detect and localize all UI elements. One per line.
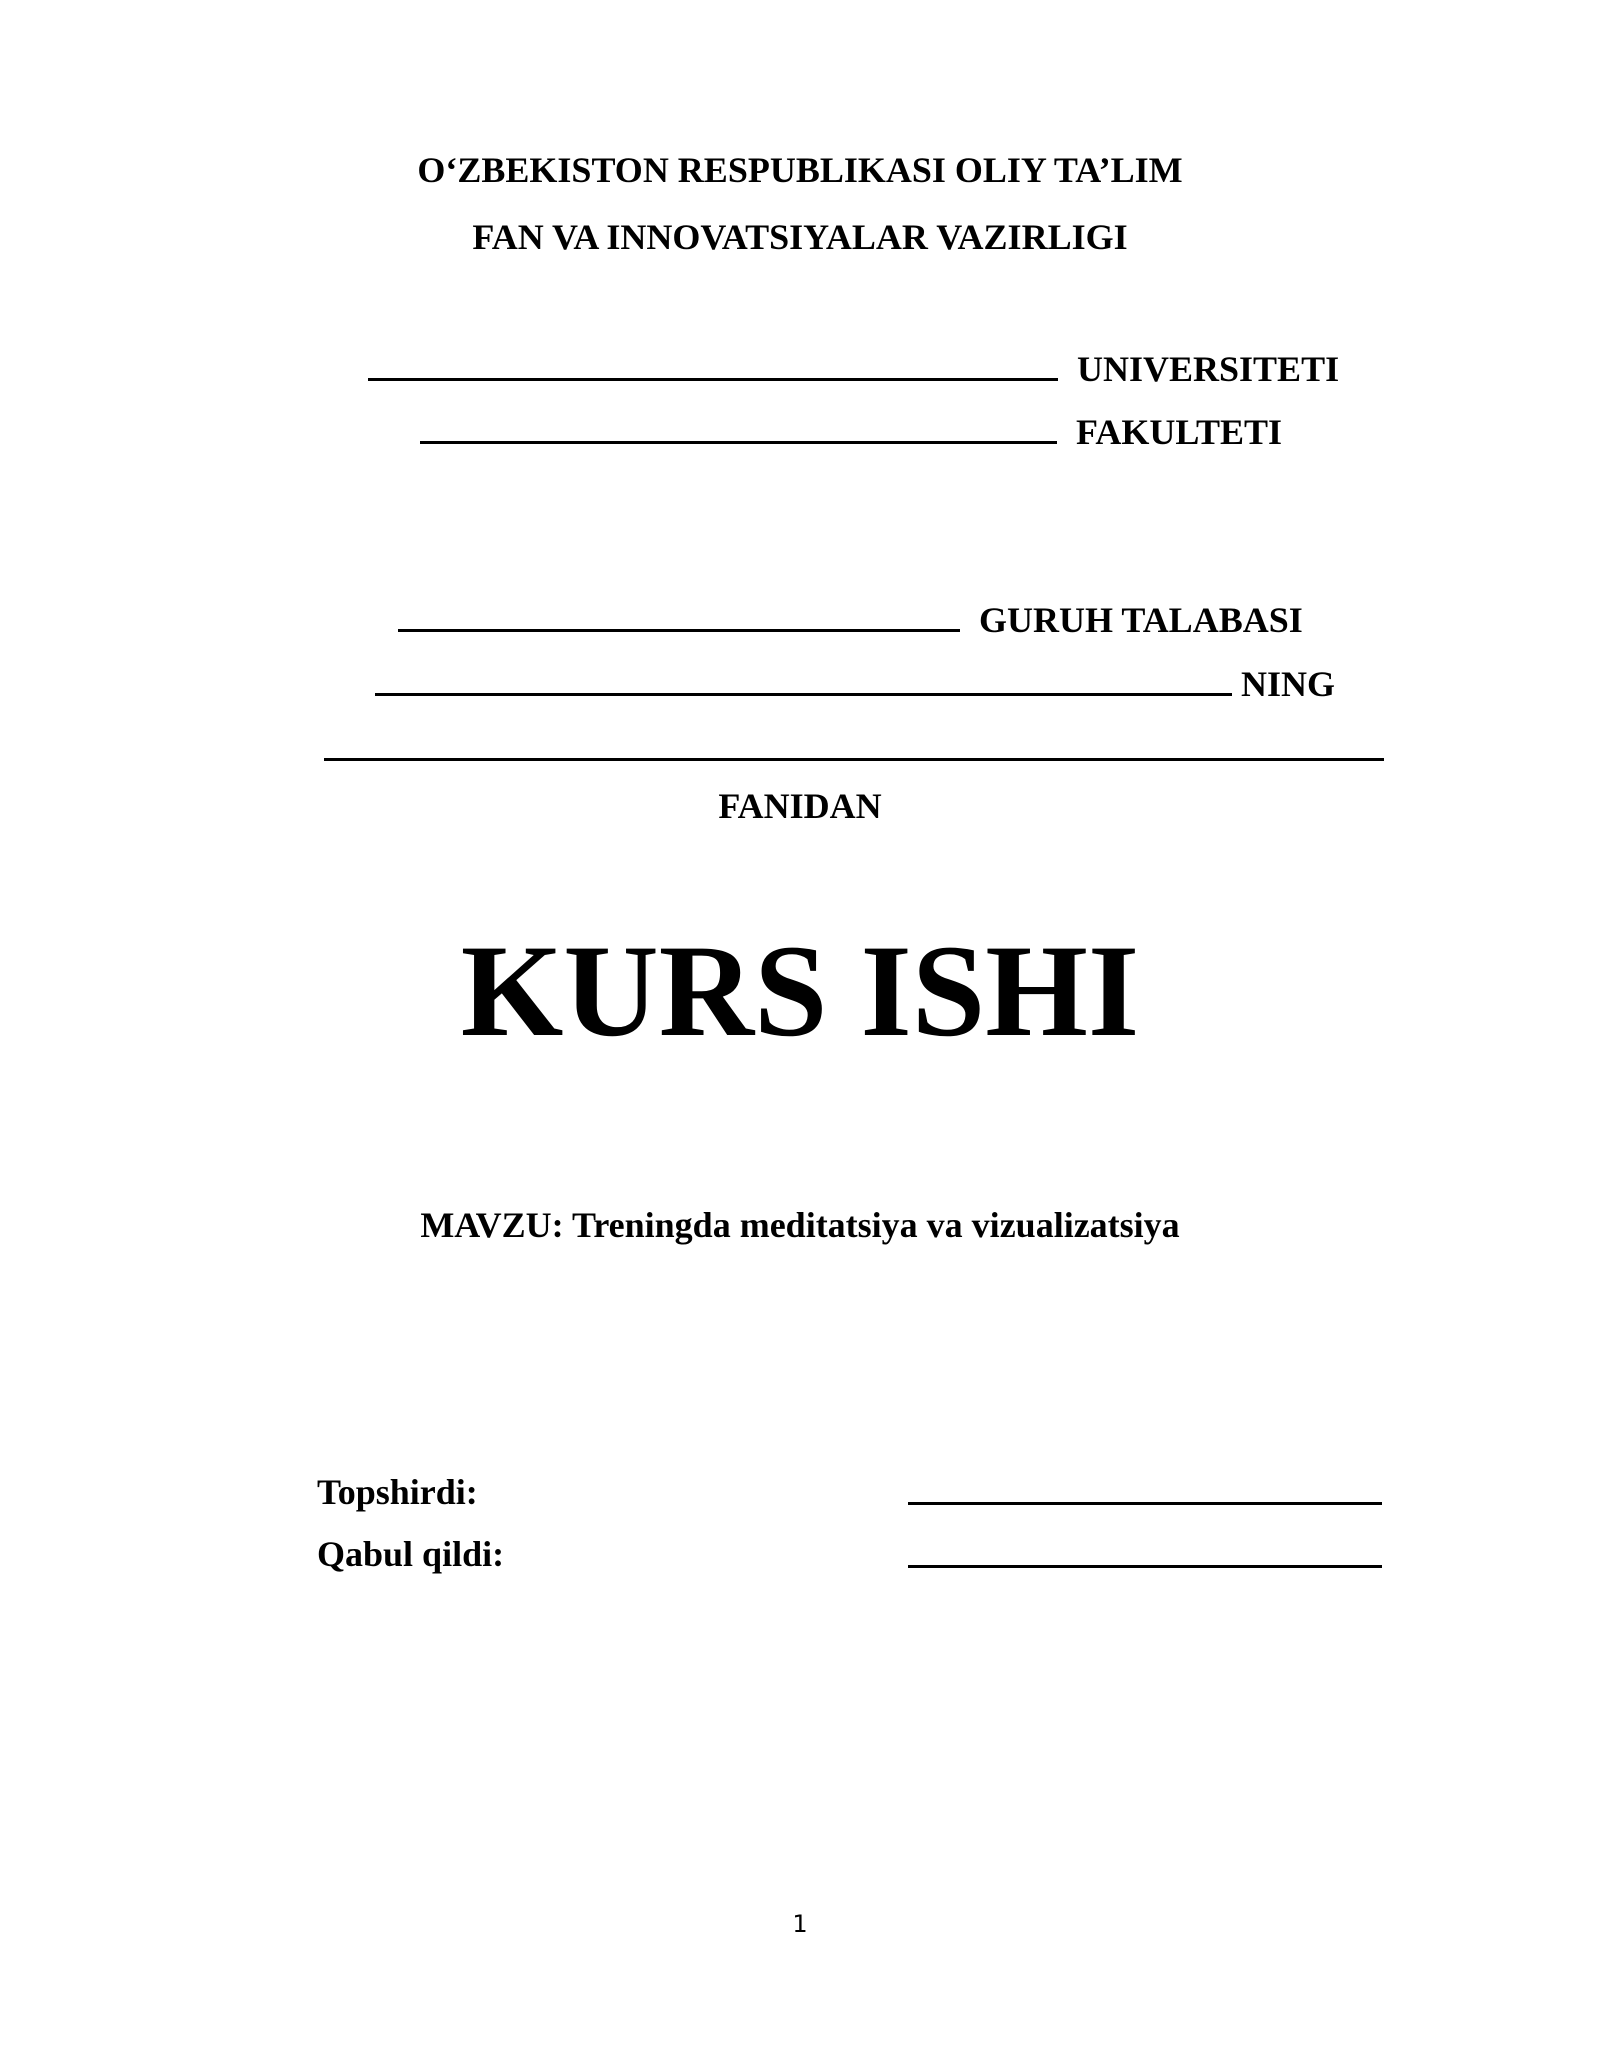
student-name-row	[375, 663, 1335, 702]
page-number: 1	[792, 1910, 808, 1938]
faculty-blank	[420, 411, 1057, 444]
accepted-signature-line	[908, 1565, 1382, 1568]
document-title: KURS ISHI	[460, 917, 1140, 1064]
group-blank	[398, 599, 960, 632]
subject-blank-line	[324, 758, 1384, 761]
student-name-blank	[375, 663, 1232, 696]
university-row	[368, 348, 1339, 387]
subject-label: FANIDAN	[718, 786, 882, 826]
submitted-signature-line	[908, 1502, 1382, 1505]
accepted-label: Qabul qildi:	[317, 1534, 505, 1574]
student-name-suffix: NING	[1241, 664, 1336, 704]
university-blank	[368, 348, 1058, 381]
group-row	[398, 599, 1303, 638]
faculty-row	[420, 411, 1282, 450]
group-label: GURUH TALABASI	[979, 600, 1303, 640]
ministry-line-2: FAN VA INNOVATSIYALAR VAZIRLIGI	[472, 217, 1128, 257]
university-label: UNIVERSITETI	[1077, 349, 1340, 389]
topic-line: MAVZU: Treningda meditatsiya va vizualizatsiya	[420, 1205, 1180, 1245]
submitted-label: Topshirdi:	[317, 1472, 478, 1512]
faculty-label: FAKULTETI	[1076, 412, 1283, 452]
ministry-line-1: O‘ZBEKISTON RESPUBLIKASI OLIY TA’LIM	[417, 150, 1183, 190]
